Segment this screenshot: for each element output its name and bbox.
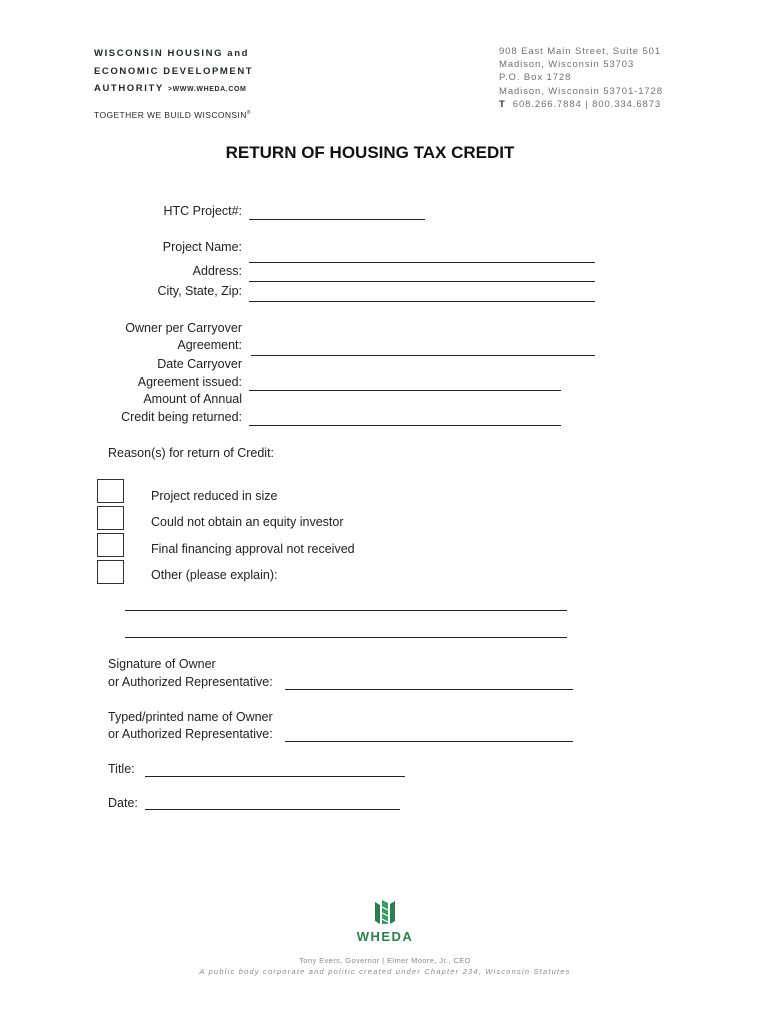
phone-prefix: T [499, 98, 506, 110]
other-explain-line-2[interactable] [125, 637, 567, 638]
reason-label-no-equity-investor: Could not obtain an equity investor [151, 515, 344, 529]
signature-label-line-2: or Authorized Representative: [108, 675, 273, 689]
owner-label-line-2: Agreement: [177, 338, 242, 352]
amount-field[interactable] [249, 425, 561, 426]
reasons-heading: Reason(s) for return of Credit: [108, 446, 275, 460]
footer-officials: Tony Evers, Governor | Elmer Moore, Jr., CEO [299, 956, 471, 965]
reason-checkbox-other[interactable] [97, 560, 124, 584]
tagline-text: TOGETHER WE BUILD WISCONSIN [94, 110, 247, 120]
project-name-label: Project Name: [162, 240, 242, 254]
title-label: Title: [108, 762, 135, 776]
date-carryover-label-line-2: Agreement issued: [137, 375, 242, 389]
address-line: Madison, Wisconsin 53701-1728 [499, 85, 663, 97]
city-state-zip-label: City, State, Zip: [157, 284, 242, 298]
city-state-zip-field[interactable] [249, 301, 595, 302]
htc-project-label: HTC Project#: [163, 204, 242, 218]
page-title: RETURN OF HOUSING TAX CREDIT [225, 143, 515, 162]
tagline [94, 110, 251, 120]
website-link[interactable]: >WWW.WHEDA.COM [167, 86, 247, 93]
address-line: Madison, Wisconsin 53703 [499, 59, 635, 71]
date-carryover-label-line-1: Date Carryover [157, 357, 242, 371]
title-field[interactable] [145, 776, 405, 777]
address-field[interactable] [249, 281, 595, 282]
signature-label-line-1: Signature of Owner [108, 657, 216, 671]
signature-field[interactable] [285, 689, 573, 690]
wheda-wordmark: WHEDA [356, 929, 414, 944]
other-explain-line-1[interactable] [125, 610, 567, 611]
footer-statute: A public body corporate and politic created under Chapter 234, Wisconsin Statutes [199, 967, 571, 976]
org-name-line-1: WISCONSIN HOUSING and [94, 48, 249, 59]
date-field[interactable] [145, 809, 400, 810]
reason-label-reduced-size: Project reduced in size [151, 489, 278, 503]
wheda-leaf-icon [372, 898, 398, 926]
amount-label-line-2: Credit being returned: [121, 410, 242, 424]
owner-field[interactable] [251, 355, 595, 356]
address-line: P.O. Box 1728 [499, 72, 572, 84]
htc-project-field[interactable] [249, 219, 425, 220]
reason-label-no-financing-approval: Final financing approval not received [151, 542, 355, 556]
reason-checkbox-no-equity-investor[interactable] [97, 506, 124, 530]
phone-numbers: 608.266.7884 | 800.334.6873 [512, 98, 662, 110]
address-line: 908 East Main Street, Suite 501 [499, 46, 662, 57]
typed-name-label-line-2: or Authorized Representative: [108, 727, 273, 741]
amount-label-line-1: Amount of Annual [143, 392, 242, 406]
phone-line [499, 98, 663, 111]
org-name-line-3 [94, 83, 247, 94]
reason-checkbox-reduced-size[interactable] [97, 479, 124, 503]
address-block [499, 45, 663, 111]
org-name-line-2: ECONOMIC DEVELOPMENT [94, 66, 254, 77]
address-label: Address: [192, 264, 242, 278]
date-carryover-field[interactable] [249, 390, 561, 391]
registered-mark: ® [246, 110, 251, 117]
org-name-authority: AUTHORITY [94, 83, 164, 94]
owner-label-line-1: Owner per Carryover [125, 321, 242, 335]
reason-checkbox-no-financing-approval[interactable] [97, 533, 124, 557]
typed-name-label-line-1: Typed/printed name of Owner [108, 710, 273, 724]
project-name-field[interactable] [249, 262, 595, 263]
reason-label-other: Other (please explain): [151, 568, 278, 582]
typed-name-field[interactable] [285, 741, 573, 742]
date-label: Date: [108, 796, 138, 810]
